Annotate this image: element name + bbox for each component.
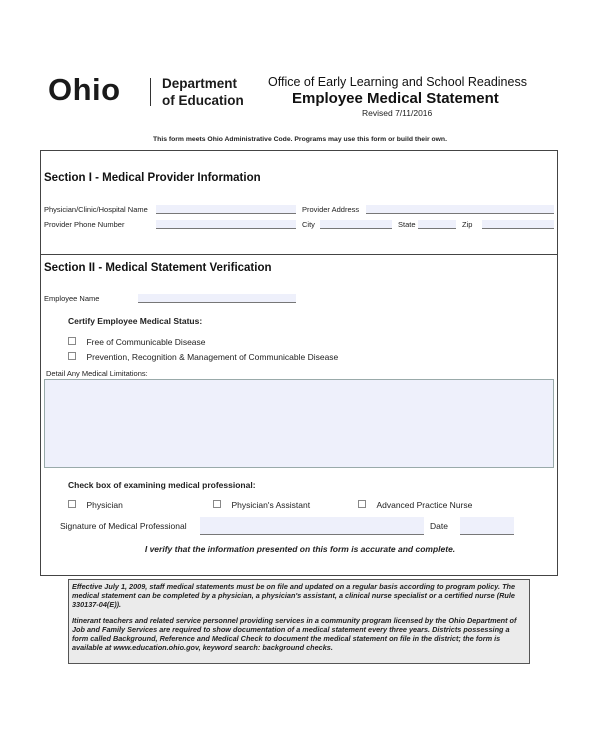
- examiner-label: Check box of examining medical professional:: [68, 480, 256, 490]
- examiner-option-physician[interactable]: [68, 495, 123, 513]
- section-2-title: Section II - Medical Statement Verification: [44, 262, 272, 274]
- footer-notes: [68, 579, 530, 664]
- physician-name-label: Physician/Clinic/Hospital Name: [44, 205, 148, 214]
- employee-name-label: Employee Name: [44, 294, 100, 303]
- zip-field[interactable]: [482, 220, 554, 229]
- section-divider: [40, 254, 558, 255]
- physician-assistant-checkbox[interactable]: [213, 500, 221, 508]
- date-field[interactable]: [460, 517, 514, 535]
- date-label: Date: [430, 521, 448, 531]
- examiner-option-nurse[interactable]: [358, 495, 472, 513]
- physician-label: Physician: [86, 500, 123, 510]
- status-option-prevention[interactable]: [68, 347, 338, 365]
- provider-phone-label: Provider Phone Number: [44, 220, 125, 229]
- nurse-checkbox[interactable]: [358, 500, 366, 508]
- zip-label: Zip: [462, 220, 473, 229]
- department-line-1: Department: [162, 76, 238, 91]
- prevention-checkbox[interactable]: [68, 352, 76, 360]
- signature-field[interactable]: [200, 517, 424, 535]
- logo-divider: [150, 78, 151, 106]
- physician-name-field[interactable]: [156, 205, 296, 214]
- provider-address-label: Provider Address: [302, 205, 360, 214]
- section-1-title: Section I - Medical Provider Information: [44, 172, 261, 184]
- examiner-option-assistant[interactable]: [213, 495, 310, 513]
- form-title: Employee Medical Statement: [292, 90, 499, 107]
- office-name: Office of Early Learning and School Readiness: [268, 75, 527, 89]
- physician-assistant-label: Physician's Assistant: [231, 500, 311, 510]
- footer-paragraph-1: Effective July 1, 2009, staff medical statements must be on file and updated on a regular basis according to program policy. The medical statement can be completed by a physician, a physician's assistant, a clinical nurse specialist or a certified nurse (Rule 330137-04(E)).: [72, 582, 516, 610]
- employee-name-field[interactable]: [138, 294, 296, 303]
- nurse-label: Advanced Practice Nurse: [376, 500, 473, 510]
- verification-statement: I verify that the information presented on this form is accurate and complete.: [144, 544, 456, 554]
- prevention-label: Prevention, Recognition & Management of Communicable Disease: [86, 352, 339, 362]
- provider-phone-field[interactable]: [156, 220, 296, 229]
- department-line-2: of Education: [162, 93, 244, 108]
- provider-address-field[interactable]: [366, 205, 554, 214]
- state-label: State: [398, 220, 416, 229]
- city-field[interactable]: [320, 220, 392, 229]
- footer-paragraph-2: Itinerant teachers and related service personnel providing services in a community program licensed by the Ohio Department of Job and Family Services are required to show documentation of a medical statement every three years. Districts possessing a form called Background, Reference and Medical Check to document the medical statement on file in the district; the form is available at www.education.ohio.gov, keyword search: background checks.: [72, 615, 517, 653]
- department-name: [162, 75, 244, 109]
- medical-limitations-label: Detail Any Medical Limitations:: [46, 369, 148, 378]
- free-of-disease-checkbox[interactable]: [68, 337, 76, 345]
- form-notice: This form meets Ohio Administrative Code. Programs may use this form or build their own.: [153, 136, 447, 143]
- ohio-logo-wordmark: Ohio: [48, 72, 121, 107]
- free-of-disease-label: Free of Communicable Disease: [86, 337, 206, 347]
- signature-label: Signature of Medical Professional: [60, 521, 187, 531]
- medical-limitations-textarea[interactable]: [44, 379, 554, 468]
- certify-status-label: Certify Employee Medical Status:: [68, 316, 203, 326]
- state-field[interactable]: [418, 220, 456, 229]
- revision-date: Revised 7/11/2016: [362, 108, 433, 118]
- city-label: City: [302, 220, 315, 229]
- physician-checkbox[interactable]: [68, 500, 76, 508]
